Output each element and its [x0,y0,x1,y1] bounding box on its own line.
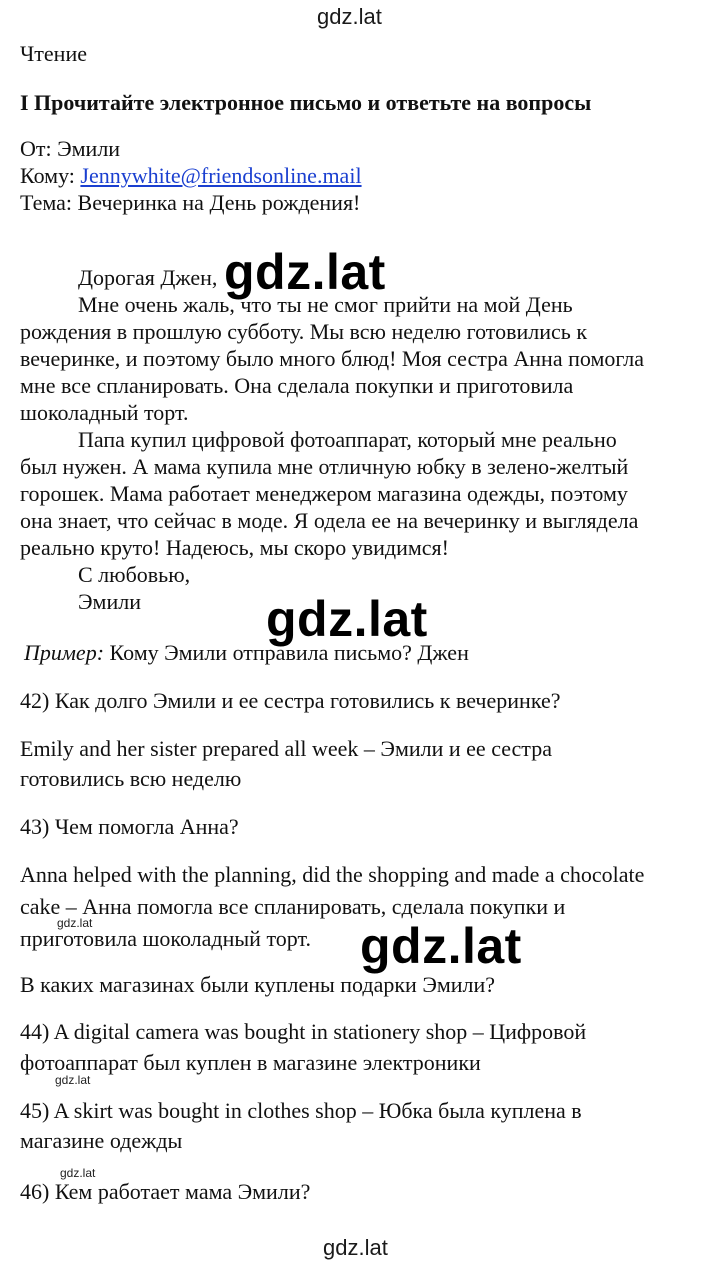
watermark-large: gdz.lat [266,591,428,647]
watermark-small: gdz.lat [60,1166,96,1180]
email-p2-line: реально круто! Надеюсь, мы скоро увидимся! [20,535,449,560]
email-p1-line: Мне очень жаль, что ты не смог прийти на мой День [78,292,573,317]
answer-42-line: готовились всю неделю [20,766,242,791]
email-to-label: Кому: [20,163,81,188]
email-signature: Эмили [78,589,141,614]
watermark-large: gdz.lat [224,244,386,300]
watermark-small: gdz.lat [55,1073,91,1087]
example-text: Кому Эмили отправила письмо? Джен [104,640,469,665]
email-p1-line: мне все спланировать. Она сделала покупки и приготовила [20,373,574,398]
watermark-large: gdz.lat [360,918,522,974]
answer-42-line: Emily and her sister prepared all week – Эмили и ее сестра [20,736,552,761]
watermark-bottom: gdz.lat [323,1235,388,1260]
watermark-small: gdz.lat [57,916,93,930]
email-from: От: Эмили [20,136,121,161]
email-p1-line: вечеринке, и поэтому было много блюд! Моя сестра Анна помогла [20,346,645,371]
email-address-link[interactable]: Jennywhite@friendsonline.mail [80,163,362,188]
answer-43-line: приготовила шоколадный торт. [20,926,311,951]
email-subject: Тема: Вечеринка на День рождения! [20,190,361,215]
email-p2-line: она знает, что сейчас в моде. Я одела ее на вечеринку и выглядела [20,508,639,533]
email-p2-line: горошек. Мама работает менеджером магазина одежды, поэтому [20,481,628,506]
section-title: Чтение [20,41,87,66]
email-greeting: Дорогая Джен, [78,265,218,290]
email-p2-line: был нужен. А мама купила мне отличную юбку в зелено-желтый [20,454,629,479]
email-p1-line: рождения в прошлую субботу. Мы всю неделю готовились к [20,319,588,344]
email-to [20,162,362,189]
answer-45-line: 45) A skirt was bought in clothes shop – Юбка была куплена в [20,1098,582,1123]
shops-question: В каких магазинах были куплены подарки Эмили? [20,972,496,997]
answer-43-line: Anna helped with the planning, did the shopping and made a chocolate [20,862,645,887]
answer-44-line: фотоаппарат был куплен в магазине электроники [20,1050,481,1075]
task-title: I Прочитайте электронное письмо и ответьте на вопросы [20,90,592,115]
question-42: 42) Как долго Эмили и ее сестра готовились к вечеринке? [20,688,561,713]
example-label: Пример: [24,640,105,665]
answer-45-line: магазине одежды [20,1128,183,1153]
email-closing: С любовью, [78,562,191,587]
answer-44-line: 44) A digital camera was bought in stationery shop – Цифровой [20,1019,587,1044]
question-46: 46) Кем работает мама Эмили? [20,1179,311,1204]
watermark-top: gdz.lat [317,4,382,29]
email-p2-line: Папа купил цифровой фотоаппарат, который мне реально [78,427,617,452]
email-p1-line: шоколадный торт. [20,400,189,425]
question-43: 43) Чем помогла Анна? [20,814,239,839]
answer-43-line: cake – Анна помогла все спланировать, сделала покупки и [20,894,566,919]
